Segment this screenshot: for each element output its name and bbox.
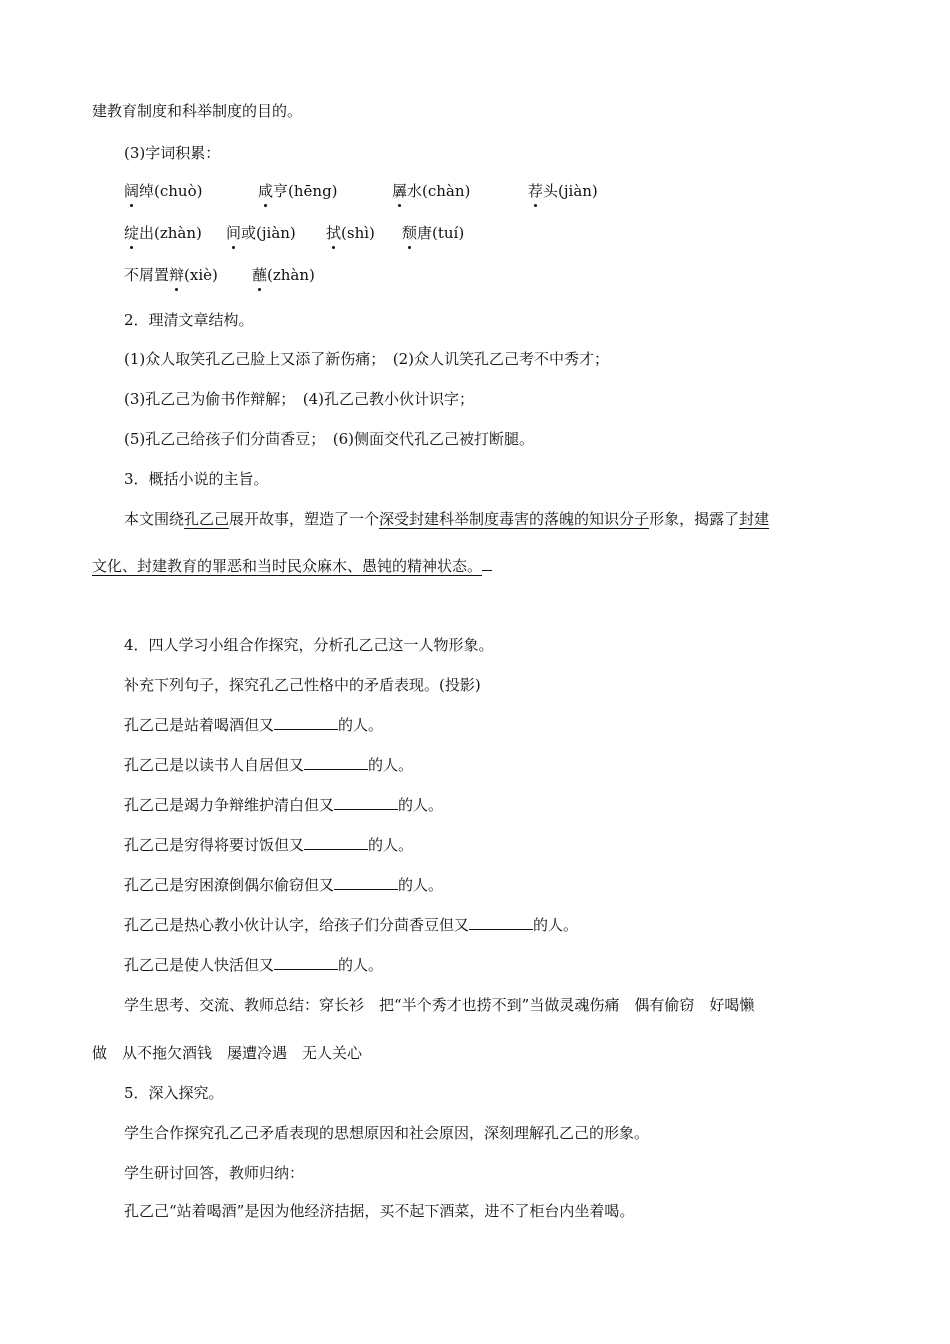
deep-line-1: 学生合作探究孔乙己矛盾表现的思想原因和社会原因，深刻理解孔乙己的形象。 [124,1124,650,1142]
answer-underline: 文化、封建教育的罪恶和当时民众麻木、愚钝的精神状态。 [92,557,483,575]
summary-line-1: 学生思考、交流、教师总结：穿长衫 把“半个秀才也捞不到”当做灵魂伤痛 偶有偷窃 好喝懒 [124,996,755,1014]
paragraph-continuation: 建教育制度和科举制度的目的。 [92,102,303,120]
fill-sentence: 孔乙己是站着喝酒但又 的人。 [124,716,384,734]
fill-blank [334,875,398,890]
section-5-heading: 5．深入探究。 [124,1084,224,1102]
fill-blank [274,955,338,970]
vocab-item: 蘸(zhàn) [252,266,315,284]
structure-line-2: (3)孔乙己为偷书作辩解； (4)孔乙己教小伙计识字； [124,390,474,408]
section-2-heading: 2．理清文章结构。 [124,311,254,329]
deep-line-2: 学生研讨回答，教师归纳： [124,1164,305,1182]
vocab-item: 不屑置辩(xiè) [124,266,218,284]
fill-blank [304,835,368,850]
vocab-row-1 [124,180,598,202]
theme-line-2 [92,555,492,577]
fill-blank [334,795,398,810]
structure-line-3: (5)孔乙己给孩子们分茴香豆； (6)侧面交代孔乙己被打断腿。 [124,430,534,448]
answer-underline: 封建 [739,510,770,528]
deep-line-3: 孔乙己“站着喝酒”是因为他经济拮据，买不起下酒菜，进不了柜台内坐着喝。 [124,1202,635,1220]
fill-sentence: 孔乙己是穷困潦倒偶尔偷窃但又 的人。 [124,876,444,894]
section-3-heading: 3．概括小说的主旨。 [124,470,269,488]
fill-blank [304,755,368,770]
fill-sentence: 孔乙己是竭力争辩维护清白但又 的人。 [124,796,444,814]
vocab-item: 拭(shì) [326,224,375,242]
vocab-item: 阔绰(chuò) [124,182,203,200]
vocab-heading: (3)字词积累： [124,144,221,162]
section-4-heading: 4．四人学习小组合作探究，分析孔乙己这一人物形象。 [124,636,494,654]
group-intro: 补充下列句子，探究孔乙己性格中的矛盾表现。(投影) [124,676,481,694]
answer-underline: 孔乙己 [184,510,230,528]
vocab-item: 颓唐(tuí) [402,224,465,242]
vocab-item: 间或(jiàn) [226,224,296,242]
vocab-item: 羼水(chàn) [392,182,471,200]
fill-sentence: 孔乙己是以读书人自居但又 的人。 [124,756,414,774]
summary-line-2: 做 从不拖欠酒钱 屡遭冷遇 无人关心 [92,1044,363,1062]
vocab-item: 咸亨(hēng) [258,182,338,200]
theme-line-1: 本文围绕孔乙己展开故事，塑造了一个深受封建科举制度毒害的落魄的知识分子形象，揭露了封建 [124,510,770,528]
vocab-row-2 [124,222,465,244]
fill-sentence: 孔乙己是使人快活但又 的人。 [124,956,384,974]
answer-underline: 深受封建科举制度毒害的落魄的知识分子 [379,510,650,528]
fill-sentence: 孔乙己是热心教小伙计认字，给孩子们分茴香豆但又 的人。 [124,916,579,934]
structure-line-1: (1)众人取笑孔乙己脸上又添了新伤痛； (2)众人讥笑孔乙己考不中秀才； [124,350,609,368]
vocab-row-3 [124,264,315,286]
vocab-item: 荐头(jiàn) [528,182,598,200]
fill-sentence: 孔乙己是穷得将要讨饭但又 的人。 [124,836,414,854]
fill-blank [469,915,533,930]
fill-blank [274,715,338,730]
vocab-item: 绽出(zhàn) [124,224,202,242]
